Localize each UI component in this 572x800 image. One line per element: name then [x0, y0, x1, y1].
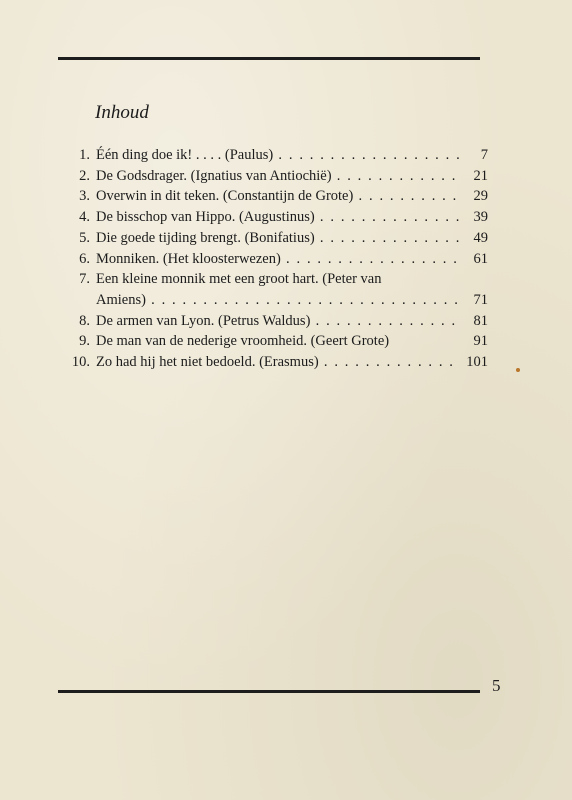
page-number: 5	[492, 676, 501, 695]
entry-title: Een kleine monnik met een groot hart. (Peter van	[96, 271, 382, 288]
toc-entry	[56, 249, 488, 270]
entry-number: 5.	[79, 229, 90, 246]
toc-entry	[56, 228, 488, 249]
entry-page: 29	[473, 188, 488, 205]
entry-page: 49	[473, 229, 488, 246]
entry-page: 101	[466, 354, 488, 371]
toc-entry	[56, 331, 488, 352]
toc-entry	[56, 352, 488, 373]
entry-number: 3.	[79, 188, 90, 205]
entry-title: Die goede tijding brengt. (Bonifatius) . . .	[96, 228, 460, 249]
top-rule	[58, 57, 480, 60]
entry-title-continued: Amiens) . . .	[96, 290, 460, 311]
entry-number: 7.	[79, 271, 90, 288]
entry-title: Monniken. (Het kloosterwezen) . . .	[96, 249, 460, 270]
toc-entry	[56, 166, 488, 187]
toc-entry	[56, 186, 488, 207]
entry-number: 2.	[79, 167, 90, 184]
entry-title: De man van de nederige vroomheid. (Geert Grote)	[96, 333, 390, 350]
entry-title: De bisschop van Hippo. (Augustinus) . . .	[96, 207, 460, 228]
toc-entry	[56, 207, 488, 228]
entry-page: 7	[480, 147, 488, 163]
entry-title: De armen van Lyon. (Petrus Waldus) . . .	[96, 311, 460, 332]
paper-spot	[516, 368, 520, 372]
entry-number: 9.	[79, 333, 90, 350]
page-heading: Inhoud	[95, 102, 149, 123]
entry-number: 6.	[79, 250, 90, 267]
toc-entry	[56, 145, 488, 166]
entry-number: 8.	[79, 312, 90, 329]
table-of-contents	[56, 145, 488, 373]
bottom-rule	[58, 690, 480, 693]
entry-page: 61	[473, 250, 488, 267]
entry-page: 21	[473, 167, 488, 184]
toc-entry	[56, 311, 488, 332]
entry-title: De Godsdrager. (Ignatius van Antiochië) . . .	[96, 166, 460, 187]
entry-number: 10.	[71, 354, 90, 371]
toc-entry	[56, 269, 488, 290]
entry-title: Één ding doe ik! . . . . (Paulus) . . .	[96, 145, 460, 166]
entry-number: 1.	[79, 147, 90, 163]
entry-page: 71	[473, 291, 488, 308]
entry-title: Overwin in dit teken. (Constantijn de Grote) . . .	[96, 186, 460, 207]
entry-page: 81	[473, 312, 488, 329]
entry-page: 39	[473, 209, 488, 226]
toc-entry-continuation	[56, 290, 488, 311]
entry-number: 4.	[79, 209, 90, 226]
entry-page: 91	[473, 333, 488, 350]
entry-title: Zo had hij het niet bedoeld. (Erasmus) . . .	[96, 352, 460, 373]
